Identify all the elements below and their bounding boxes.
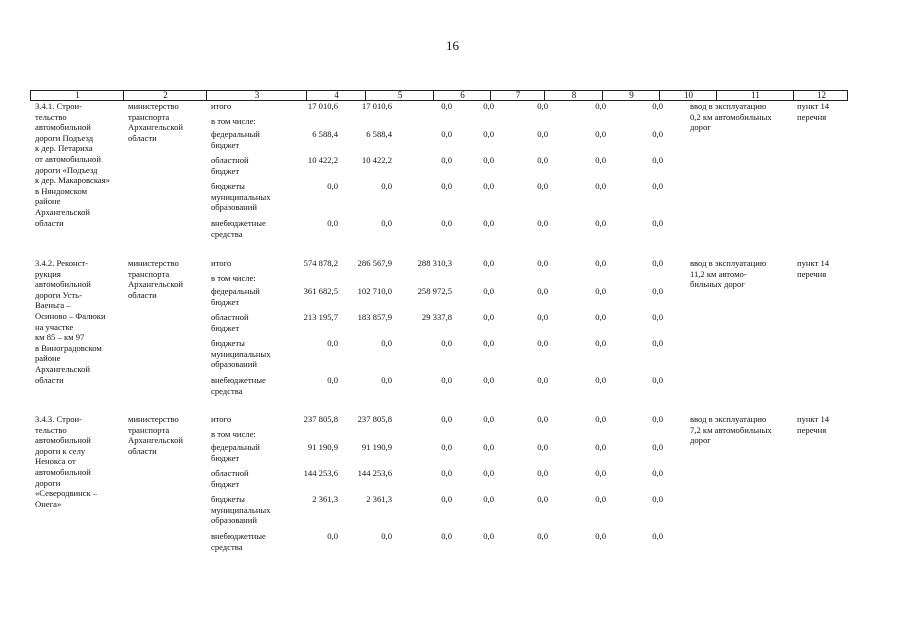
funding-value: 0,0: [595, 181, 606, 191]
funding-value: 6 588,4: [312, 129, 338, 139]
funding-value: 0,0: [595, 101, 606, 111]
funding-value: 6 588,4: [366, 129, 392, 139]
funding-value: 361 682,5: [303, 286, 338, 296]
column-divider: [793, 91, 794, 100]
funding-source-label: бюджеты муниципальных образований: [211, 181, 271, 213]
table-header-row: [30, 90, 848, 101]
funding-source-label: бюджеты муниципальных образований: [211, 494, 271, 526]
funding-source-label: в том числе:: [211, 429, 256, 439]
column-header-9: 9: [629, 90, 634, 100]
funding-value: 0,0: [595, 286, 606, 296]
funding-value: 0,0: [537, 414, 548, 424]
funding-value: 0,0: [483, 129, 494, 139]
funding-source-label: федеральный бюджет: [211, 129, 260, 150]
funding-value: 0,0: [652, 468, 663, 478]
funding-value: 0,0: [483, 258, 494, 268]
column-header-1: 1: [75, 90, 80, 100]
column-divider: [306, 91, 307, 100]
funding-value: 0,0: [483, 286, 494, 296]
funding-value: 286 567,9: [357, 258, 392, 268]
funding-value: 0,0: [595, 414, 606, 424]
funding-value: 0,0: [441, 218, 452, 228]
funding-value: 574 878,2: [303, 258, 338, 268]
funding-value: 0,0: [441, 414, 452, 424]
funding-value: 0,0: [595, 129, 606, 139]
funding-value: 183 857,9: [357, 312, 392, 322]
funding-value: 0,0: [537, 258, 548, 268]
funding-value: 0,0: [441, 442, 452, 452]
funding-value: 0,0: [595, 338, 606, 348]
funding-value: 0,0: [381, 338, 392, 348]
funding-source-label: бюджеты муниципальных образований: [211, 338, 271, 370]
funding-value: 91 190,9: [307, 442, 338, 452]
funding-value: 0,0: [537, 286, 548, 296]
funding-value: 0,0: [537, 468, 548, 478]
funding-value: 0,0: [595, 312, 606, 322]
funding-value: 237 805,8: [303, 414, 338, 424]
column-header-4: 4: [334, 90, 339, 100]
expected-result: ввод в эксплуатацию 0,2 км автомобильных дорог: [690, 101, 772, 133]
funding-value: 0,0: [652, 338, 663, 348]
funding-value: 0,0: [483, 338, 494, 348]
funding-source-label: областной бюджет: [211, 155, 249, 176]
funding-value: 0,0: [537, 101, 548, 111]
funding-value: 0,0: [652, 181, 663, 191]
column-divider: [659, 91, 660, 100]
funding-source-label: итого: [211, 101, 232, 111]
funding-value: 0,0: [537, 531, 548, 541]
funding-value: 0,0: [537, 181, 548, 191]
funding-value: 144 253,6: [357, 468, 392, 478]
executor: министерство транспорта Архангельской области: [128, 414, 183, 456]
executor: министерство транспорта Архангельской области: [128, 258, 183, 300]
column-divider: [433, 91, 434, 100]
funding-value: 0,0: [652, 442, 663, 452]
reference: пункт 14 перечня: [797, 258, 830, 279]
column-header-5: 5: [397, 90, 403, 100]
funding-value: 0,0: [327, 531, 338, 541]
column-divider: [544, 91, 545, 100]
funding-value: 0,0: [483, 101, 494, 111]
column-header-12: 12: [817, 90, 826, 100]
expected-result: ввод в эксплуатацию 7,2 км автомобильных дорог: [690, 414, 772, 446]
funding-value: 0,0: [327, 375, 338, 385]
funding-value: 0,0: [537, 218, 548, 228]
funding-value: 288 310,3: [417, 258, 452, 268]
funding-source-label: в том числе:: [211, 273, 256, 283]
column-divider: [365, 91, 366, 100]
column-divider: [716, 91, 717, 100]
funding-value: 0,0: [441, 155, 452, 165]
funding-source-label: внебюджетные средства: [211, 531, 266, 552]
funding-value: 0,0: [483, 155, 494, 165]
funding-source-label: итого: [211, 414, 232, 424]
funding-value: 0,0: [381, 218, 392, 228]
funding-value: 0,0: [652, 258, 663, 268]
funding-value: 0,0: [537, 442, 548, 452]
funding-value: 17 010,6: [307, 101, 338, 111]
funding-value: 0,0: [381, 181, 392, 191]
funding-value: 0,0: [441, 129, 452, 139]
funding-value: 0,0: [441, 494, 452, 504]
funding-value: 0,0: [483, 442, 494, 452]
funding-value: 0,0: [595, 468, 606, 478]
funding-value: 0,0: [537, 375, 548, 385]
funding-source-label: федеральный бюджет: [211, 286, 260, 307]
column-header-11: 11: [751, 90, 760, 100]
column-header-3: 3: [254, 90, 260, 100]
funding-value: 0,0: [595, 531, 606, 541]
funding-value: 0,0: [483, 468, 494, 478]
funding-value: 0,0: [537, 338, 548, 348]
funding-value: 0,0: [381, 375, 392, 385]
activity-name: 3.4.2. Реконст- рукция автомобильной дороги Усть- Ваеньга – Осиново – Фалюки на участке км 85 – км 97 в Виноградовском районе Архангельской области: [35, 258, 106, 385]
funding-value: 0,0: [652, 414, 663, 424]
funding-value: 0,0: [652, 155, 663, 165]
reference: пункт 14 перечня: [797, 414, 830, 435]
funding-value: 144 253,6: [303, 468, 338, 478]
activity-name: 3.4.3. Строи- тельство автомобильной дороги к селу Ненокса от автомобильной дороги «Северодвинск – Онега»: [35, 414, 98, 509]
funding-value: 0,0: [483, 494, 494, 504]
funding-value: 0,0: [483, 414, 494, 424]
funding-value: 0,0: [652, 101, 663, 111]
funding-value: 2 361,3: [312, 494, 338, 504]
funding-value: 102 710,0: [357, 286, 392, 296]
funding-value: 258 972,5: [417, 286, 452, 296]
funding-value: 0,0: [327, 338, 338, 348]
funding-source-label: внебюджетные средства: [211, 375, 266, 396]
funding-value: 0,0: [652, 531, 663, 541]
funding-source-label: федеральный бюджет: [211, 442, 260, 463]
funding-value: 0,0: [537, 129, 548, 139]
column-divider: [206, 91, 207, 100]
column-header-2: 2: [163, 90, 168, 100]
page-number: 16: [446, 38, 459, 53]
funding-value: 0,0: [483, 375, 494, 385]
column-header-7: 7: [515, 90, 521, 100]
funding-value: 0,0: [595, 155, 606, 165]
funding-value: 91 190,9: [361, 442, 392, 452]
funding-value: 0,0: [652, 129, 663, 139]
funding-value: 213 195,7: [303, 312, 338, 322]
funding-value: 2 361,3: [366, 494, 392, 504]
funding-value: 0,0: [595, 375, 606, 385]
funding-value: 0,0: [483, 312, 494, 322]
funding-value: 29 337,8: [421, 312, 452, 322]
funding-value: 0,0: [327, 218, 338, 228]
funding-value: 17 010,6: [361, 101, 392, 111]
column-divider: [490, 91, 491, 100]
funding-value: 0,0: [595, 494, 606, 504]
funding-value: 0,0: [441, 531, 452, 541]
funding-value: 0,0: [483, 531, 494, 541]
funding-value: 237 805,8: [357, 414, 392, 424]
funding-value: 0,0: [595, 442, 606, 452]
funding-value: 0,0: [441, 338, 452, 348]
funding-source-label: областной бюджет: [211, 468, 249, 489]
column-divider: [602, 91, 603, 100]
funding-value: 0,0: [652, 312, 663, 322]
funding-value: 10 422,2: [361, 155, 392, 165]
funding-value: 0,0: [441, 468, 452, 478]
expected-result: ввод в эксплуатацию 11,2 км автомо- бильных дорог: [690, 258, 767, 290]
funding-value: 0,0: [595, 258, 606, 268]
funding-value: 0,0: [652, 218, 663, 228]
executor: министерство транспорта Архангельской области: [128, 101, 183, 143]
funding-value: 10 422,2: [307, 155, 338, 165]
column-header-6: 6: [460, 90, 465, 100]
funding-source-label: итого: [211, 258, 232, 268]
funding-value: 0,0: [595, 218, 606, 228]
funding-source-label: областной бюджет: [211, 312, 249, 333]
funding-value: 0,0: [537, 494, 548, 504]
funding-value: 0,0: [537, 155, 548, 165]
funding-value: 0,0: [483, 218, 494, 228]
funding-value: 0,0: [537, 312, 548, 322]
funding-value: 0,0: [381, 531, 392, 541]
funding-value: 0,0: [652, 375, 663, 385]
column-divider: [123, 91, 124, 100]
reference: пункт 14 перечня: [797, 101, 830, 122]
funding-source-label: в том числе:: [211, 116, 256, 126]
column-header-10: 10: [684, 90, 693, 100]
funding-value: 0,0: [483, 181, 494, 191]
funding-source-label: внебюджетные средства: [211, 218, 266, 239]
funding-value: 0,0: [441, 101, 452, 111]
funding-value: 0,0: [327, 181, 338, 191]
funding-value: 0,0: [652, 494, 663, 504]
funding-value: 0,0: [441, 181, 452, 191]
activity-name: 3.4.1. Строи- тельство автомобильной дороги Подъезд к дер. Петариха от автомобильной дороги «Подъезд к дер. Макаровская» в Няндомском районе Архангельской области: [35, 101, 110, 228]
column-header-8: 8: [571, 90, 577, 100]
funding-value: 0,0: [652, 286, 663, 296]
funding-value: 0,0: [441, 375, 452, 385]
